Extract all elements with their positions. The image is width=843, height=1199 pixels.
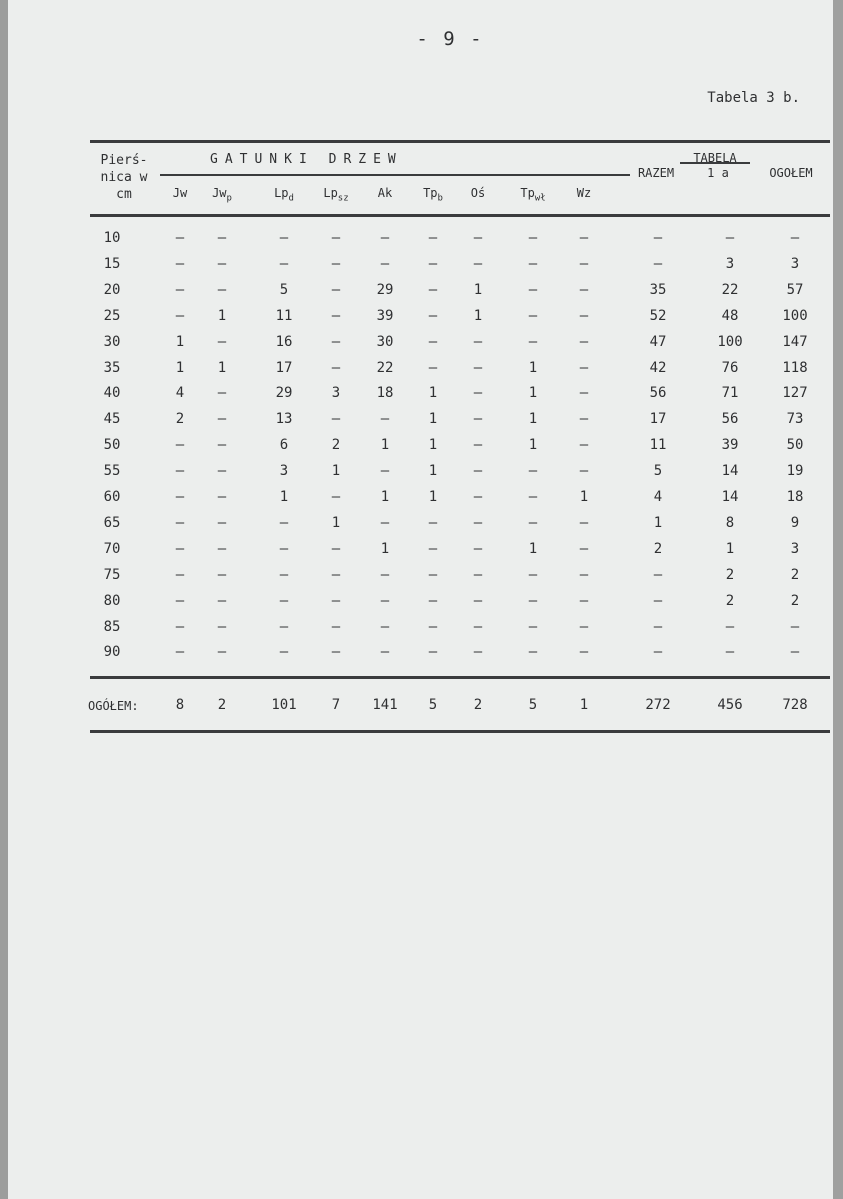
row-diameter: 55 [103,463,121,480]
table-cell: – [725,230,735,246]
table-cell: – [428,592,438,609]
table-cell: – [175,255,185,272]
row-diameter: 20 [103,281,121,298]
totals-bottom-rule [90,730,830,733]
table-cell: – [217,489,227,505]
table-cell: 17 [275,359,293,376]
table-cell: – [175,514,185,531]
table-cell: – [579,463,589,480]
table-cell: – [380,592,390,609]
table-cell: 71 [721,385,739,402]
table-cell: – [579,644,589,661]
table-cell: 2 [725,592,735,609]
totals-cell: 456 [717,697,743,713]
species-rule [160,174,630,176]
table-cell: – [217,385,227,402]
totals-label: OGÓŁEM: [88,699,139,713]
table-cell: – [473,514,483,531]
table-cell: 1 [175,333,185,350]
table-cell: – [217,463,227,480]
table-cell: 3 [790,255,800,272]
table-cell: 1 [528,540,538,557]
table-cell: – [175,566,185,583]
table-cell: – [331,489,341,505]
row-diameter: 90 [103,644,121,661]
table-cell: – [217,618,227,635]
table-cell: – [473,592,483,609]
column-header-0: Jw [172,186,188,200]
totals-cell: 141 [372,697,398,713]
row-diameter: 25 [103,307,121,324]
table-cell: – [428,618,438,635]
table-cell: – [653,255,663,272]
table-cell: 3 [279,463,289,480]
table-cell: – [579,566,589,583]
totals-cell: 728 [782,697,808,713]
table-cell: – [579,230,589,246]
table-cell: 1 [380,540,390,557]
table-cell: – [331,359,341,376]
table-cell: – [331,230,341,246]
table-cell: – [428,230,438,246]
table-cell: – [380,255,390,272]
table-cell: – [473,540,483,557]
table-cell: – [790,230,800,246]
table-cell: 57 [786,281,804,298]
table-cell: 56 [649,385,667,402]
table-cell: – [653,566,663,583]
top-rule [90,140,830,143]
totals-cell: 101 [271,697,297,713]
table-cell: 1 [528,385,538,402]
table-cell: 1 [380,489,390,505]
table-cell: – [331,592,341,609]
table-cell: – [175,437,185,454]
table-cell: 5 [653,463,663,480]
table-cell: – [428,540,438,557]
table-cell: – [380,411,390,428]
table-cell: – [175,489,185,505]
column-header-1: $Jw_p$ [212,186,232,204]
table-cell: 1 [428,463,438,480]
table-cell: – [217,333,227,350]
row-diameter: 70 [103,540,121,557]
table-cell: – [579,514,589,531]
table-cell: 1 [428,411,438,428]
totals-cell: 7 [331,697,341,713]
table-cell: – [725,644,735,661]
table-cell: 1 [725,540,735,557]
table-cell: 1 [175,359,185,376]
table-cell: – [331,281,341,298]
table-cell: – [428,514,438,531]
table-cell: 47 [649,333,667,350]
table-cell: – [473,566,483,583]
totals-cell: 5 [428,697,438,713]
table-cell: – [217,411,227,428]
table-cell: – [175,281,185,298]
row-diameter: 15 [103,255,121,272]
table-cell: 1 [331,463,341,480]
column-header-2: $Lp_d$ [274,186,294,204]
ogolem-header: OGOŁEM [769,166,813,180]
table-cell: 1 [279,489,289,505]
table-cell: 127 [782,385,808,402]
table-cell: – [175,307,185,324]
table-cell: 39 [376,307,394,324]
table-cell: – [217,230,227,246]
species-group-header: GATUNKI DRZEW [210,152,403,167]
table-cell: 13 [275,411,293,428]
column-header-8: Wz [576,186,592,200]
table-cell: 22 [721,281,739,298]
table-cell: – [653,644,663,661]
table-cell: – [279,255,289,272]
table-cell: – [579,385,589,402]
table-cell: – [473,255,483,272]
table-cell: 9 [790,514,800,531]
table-cell: 11 [275,307,293,324]
table-cell: – [579,255,589,272]
table-cell: – [528,230,538,246]
table-cell: 3 [725,255,735,272]
table-cell: – [473,411,483,428]
table-cell: – [653,592,663,609]
table-cell: 2 [790,592,800,609]
table-cell: 2 [725,566,735,583]
table-cell: – [380,230,390,246]
header-bottom-rule [90,214,830,217]
table-cell: 1 [428,385,438,402]
table-cell: 14 [721,489,739,505]
row-diameter: 30 [103,333,121,350]
column-header-5: $Tp_b$ [423,186,443,204]
table-cell: – [579,540,589,557]
table-cell: 4 [175,385,185,402]
table-cell: – [217,281,227,298]
table-cell: 5 [279,281,289,298]
column-header-3: $Lp_{sz}$ [323,186,349,204]
totals-top-rule [90,676,830,679]
page-number: - 9 - [416,28,484,50]
table-cell: – [579,618,589,635]
diameter-header-line1: Pierś- [100,153,148,168]
table-cell: – [279,566,289,583]
table-cell: 8 [725,514,735,531]
table-cell: – [175,592,185,609]
diameter-header-line3: cm [116,187,132,202]
totals-cell: 5 [528,697,538,713]
table-cell: 1 [428,437,438,454]
table-cell: 48 [721,307,739,324]
table-cell: 2 [653,540,663,557]
table-cell: – [579,592,589,609]
table-cell: 2 [331,437,341,454]
table-cell: – [528,489,538,505]
table-cell: 2 [790,566,800,583]
totals-cell: 2 [217,697,227,713]
table-cell: – [380,514,390,531]
table-cell: 1 [380,437,390,454]
table-caption: Tabela 3 b. [707,90,800,106]
table-cell: 1 [528,411,538,428]
table-cell: – [331,333,341,350]
table-cell: – [528,592,538,609]
table-cell: – [528,255,538,272]
table-cell: 56 [721,411,739,428]
row-diameter: 40 [103,385,121,402]
table-cell: 1 [579,489,589,505]
totals-cell: 1 [579,697,589,713]
table-cell: – [175,540,185,557]
table-cell: 11 [649,437,667,454]
row-diameter: 35 [103,359,121,376]
column-header-6: Oś [470,186,486,200]
table-cell: – [279,540,289,557]
table-cell: – [428,281,438,298]
table-cell: 18 [786,489,804,505]
table-cell: 35 [649,281,667,298]
table-cell: 76 [721,359,739,376]
table-cell: 16 [275,333,293,350]
razem-header: RAZEM [637,166,675,180]
table-cell: – [428,333,438,350]
table-cell: 50 [786,437,804,454]
table-cell: – [528,333,538,350]
table-cell: – [528,644,538,661]
column-header-4: Ak [377,186,393,200]
table-cell: 29 [376,281,394,298]
table-cell: – [217,514,227,531]
table-cell: – [473,463,483,480]
table-cell: – [473,489,483,505]
table-cell: – [217,540,227,557]
table-cell: – [579,411,589,428]
table-cell: – [217,255,227,272]
table-cell: – [579,307,589,324]
table-cell: 22 [376,359,394,376]
table-cell: – [217,644,227,661]
tabela-header: TABELA [693,151,737,165]
table-cell: 1 [217,359,227,376]
page-left-edge [0,0,8,1199]
table-cell: 52 [649,307,667,324]
table-cell: – [790,618,800,635]
table-cell: – [217,437,227,454]
row-diameter: 65 [103,514,121,531]
diameter-header-line2: nica w [100,170,148,185]
table-cell: 73 [786,411,804,428]
table-cell: 1 [473,281,483,298]
table-cell: – [473,618,483,635]
table-cell: – [175,618,185,635]
table-cell: 1 [473,307,483,324]
table-cell: – [175,644,185,661]
table-cell: 19 [786,463,804,480]
table-cell: – [473,359,483,376]
table-cell: 42 [649,359,667,376]
table-cell: – [331,644,341,661]
table-cell: – [380,463,390,480]
table-cell: – [331,566,341,583]
table-cell: – [579,333,589,350]
table-cell: 18 [376,385,394,402]
totals-cell: 2 [473,697,483,713]
table-cell: 1 [528,437,538,454]
row-diameter: 10 [103,230,121,246]
table-cell: – [175,463,185,480]
table-cell: 100 [717,333,743,350]
table-cell: – [790,644,800,661]
table-cell: – [473,230,483,246]
table-cell: 6 [279,437,289,454]
table-cell: – [428,255,438,272]
table-cell: – [279,230,289,246]
table-cell: – [428,359,438,376]
table-cell: – [380,566,390,583]
one-a-header: 1 a [707,166,729,180]
table-cell: – [428,644,438,661]
table-cell: – [279,592,289,609]
row-diameter: 60 [103,489,121,505]
table-cell: 29 [275,385,293,402]
table-cell: 3 [331,385,341,402]
table-cell: – [175,230,185,246]
column-header-7: $Tp_{wł}$ [520,186,546,204]
table-cell: – [528,618,538,635]
diameter-header [88,152,160,203]
table-cell: – [473,333,483,350]
table-cell: – [428,566,438,583]
table-cell: 118 [782,359,808,376]
table-cell: – [528,566,538,583]
table-cell: – [528,514,538,531]
table-cell: – [473,437,483,454]
table-cell: – [528,281,538,298]
row-diameter: 75 [103,566,121,583]
table-cell: 3 [790,540,800,557]
table-cell: – [380,644,390,661]
table-cell: – [473,644,483,661]
table-cell: 17 [649,411,667,428]
table-cell: – [331,411,341,428]
table-cell: 1 [331,514,341,531]
totals-cell: 272 [645,697,671,713]
table-cell: – [653,618,663,635]
table-cell: – [528,463,538,480]
table-cell: – [380,618,390,635]
table-cell: 4 [653,489,663,505]
table-cell: 147 [782,333,808,350]
table-cell: – [217,592,227,609]
table-cell: 1 [653,514,663,531]
row-diameter: 45 [103,411,121,428]
row-diameter: 85 [103,618,121,635]
table-cell: – [279,644,289,661]
table-cell: – [331,618,341,635]
table-cell: 100 [782,307,808,324]
table-cell: – [428,307,438,324]
row-diameter: 80 [103,592,121,609]
table-cell: – [331,255,341,272]
table-cell: – [579,281,589,298]
table-cell: – [217,566,227,583]
table-cell: 14 [721,463,739,480]
table-cell: – [473,385,483,402]
table-cell: – [579,359,589,376]
table-cell: 39 [721,437,739,454]
table-cell: 30 [376,333,394,350]
table-cell: – [653,230,663,246]
table-cell: 1 [217,307,227,324]
totals-cell: 8 [175,697,185,713]
table-cell: – [331,307,341,324]
table-cell: 2 [175,411,185,428]
page-right-edge [833,0,843,1199]
table-cell: – [725,618,735,635]
table-cell: – [579,437,589,454]
table-cell: – [279,618,289,635]
table-cell: – [279,514,289,531]
table-cell: 1 [528,359,538,376]
row-diameter: 50 [103,437,121,454]
table-cell: 1 [428,489,438,505]
table-cell: – [528,307,538,324]
table-cell: – [331,540,341,557]
